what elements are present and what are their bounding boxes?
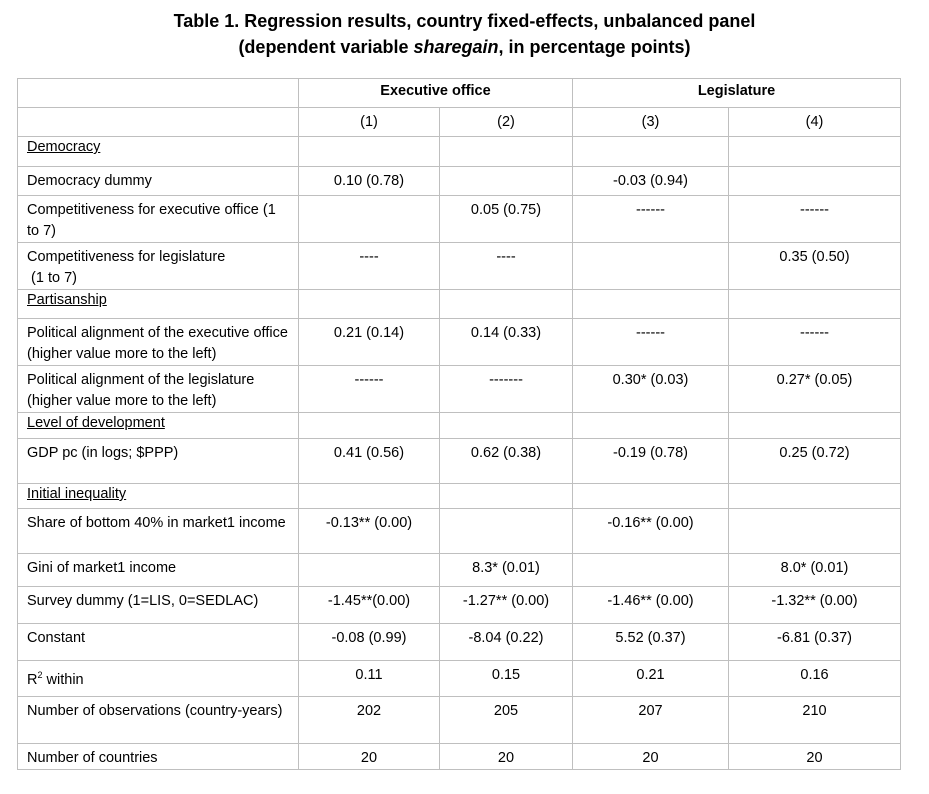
table-cell bbox=[440, 290, 573, 319]
table-cell: 0.14 (0.33) bbox=[440, 319, 573, 366]
table-cell: 0.15 bbox=[440, 661, 573, 697]
table-cell: 5.52 (0.37) bbox=[573, 624, 729, 661]
row-label: Constant bbox=[18, 624, 299, 661]
table-row bbox=[18, 554, 901, 587]
table-cell: 0.25 (0.72) bbox=[729, 439, 901, 484]
section-label-text: Level of development bbox=[27, 415, 165, 431]
column-header: (1) bbox=[299, 108, 440, 137]
table-row bbox=[18, 661, 901, 697]
table-cell: 20 bbox=[729, 744, 901, 770]
table-cell: -8.04 (0.22) bbox=[440, 624, 573, 661]
table-cell: -1.46** (0.00) bbox=[573, 587, 729, 624]
group-header-executive: Executive office bbox=[299, 79, 573, 108]
section-row bbox=[18, 413, 901, 439]
table-cell: 210 bbox=[729, 697, 901, 744]
table-cell bbox=[440, 167, 573, 196]
table-cell bbox=[299, 137, 440, 167]
table-cell: -1.45**(0.00) bbox=[299, 587, 440, 624]
table-row bbox=[18, 697, 901, 744]
row-label: Number of observations (country-years) bbox=[18, 697, 299, 744]
section-label-text: Initial inequality bbox=[27, 486, 127, 502]
section-row bbox=[18, 484, 901, 509]
table-cell: -0.16** (0.00) bbox=[573, 509, 729, 554]
table-row bbox=[18, 587, 901, 624]
table-row bbox=[18, 439, 901, 484]
table-cell: 20 bbox=[299, 744, 440, 770]
table-cell: ------ bbox=[573, 319, 729, 366]
row-label: Political alignment of the executive office (higher value more to the left) bbox=[18, 319, 299, 366]
column-header: (4) bbox=[729, 108, 901, 137]
section-label bbox=[18, 290, 299, 319]
section-label bbox=[18, 137, 299, 167]
table-cell: -0.08 (0.99) bbox=[299, 624, 440, 661]
table-cell: ------ bbox=[729, 196, 901, 243]
row-label: Gini of market1 income bbox=[18, 554, 299, 587]
row-label: Competitiveness for executive office (1 to 7) bbox=[18, 196, 299, 243]
table-row bbox=[18, 243, 901, 290]
regression-table bbox=[17, 78, 901, 770]
table-cell: -6.81 (0.37) bbox=[729, 624, 901, 661]
table-cell: 8.0* (0.01) bbox=[729, 554, 901, 587]
table-cell bbox=[440, 484, 573, 509]
table-row bbox=[18, 167, 901, 196]
table-cell: 0.11 bbox=[299, 661, 440, 697]
table-cell bbox=[729, 413, 901, 439]
column-header: (2) bbox=[440, 108, 573, 137]
empty-header-cell bbox=[18, 79, 299, 108]
row-label: Share of bottom 40% in market1 income bbox=[18, 509, 299, 554]
table-cell: 0.21 bbox=[573, 661, 729, 697]
table-title bbox=[0, 8, 929, 60]
table-row bbox=[18, 624, 901, 661]
table-cell: -0.19 (0.78) bbox=[573, 439, 729, 484]
table-cell: -0.03 (0.94) bbox=[573, 167, 729, 196]
section-label bbox=[18, 484, 299, 509]
table-cell: 0.10 (0.78) bbox=[299, 167, 440, 196]
table-cell bbox=[573, 413, 729, 439]
table-cell bbox=[573, 484, 729, 509]
table-cell: 0.30* (0.03) bbox=[573, 366, 729, 413]
table-cell: ---- bbox=[299, 243, 440, 290]
table-cell bbox=[299, 290, 440, 319]
table-cell: ---- bbox=[440, 243, 573, 290]
table-cell: 20 bbox=[440, 744, 573, 770]
title-line-2: (dependent variable sharegain, in percentage points) bbox=[238, 37, 691, 57]
row-label-text: R bbox=[27, 671, 38, 688]
section-row bbox=[18, 290, 901, 319]
row-label: Political alignment of the legislature (higher value more to the left) bbox=[18, 366, 299, 413]
group-header-legislature: Legislature bbox=[573, 79, 901, 108]
section-row bbox=[18, 137, 901, 167]
table-cell: 0.35 (0.50) bbox=[729, 243, 901, 290]
table-cell: 207 bbox=[573, 697, 729, 744]
section-label-text: Partisanship bbox=[27, 292, 107, 308]
row-label: GDP pc (in logs; $PPP) bbox=[18, 439, 299, 484]
table-cell bbox=[440, 137, 573, 167]
table-cell: 205 bbox=[440, 697, 573, 744]
row-label-superscript: 2 bbox=[37, 670, 43, 680]
table-cell: ------- bbox=[440, 366, 573, 413]
table-row bbox=[18, 366, 901, 413]
table-cell bbox=[573, 554, 729, 587]
table-cell bbox=[299, 554, 440, 587]
table-cell bbox=[299, 484, 440, 509]
table-cell: 0.27* (0.05) bbox=[729, 366, 901, 413]
table-row bbox=[18, 744, 901, 770]
table-cell: 0.41 (0.56) bbox=[299, 439, 440, 484]
row-label: Competitiveness for legislature (1 to 7) bbox=[18, 243, 299, 290]
table-cell: -1.27** (0.00) bbox=[440, 587, 573, 624]
title-line-1: Table 1. Regression results, country fixed-effects, unbalanced panel bbox=[173, 11, 756, 31]
table-cell: 0.05 (0.75) bbox=[440, 196, 573, 243]
row-label: Survey dummy (1=LIS, 0=SEDLAC) bbox=[18, 587, 299, 624]
table-cell bbox=[729, 167, 901, 196]
table-cell bbox=[729, 484, 901, 509]
row-label: Democracy dummy bbox=[18, 167, 299, 196]
table-cell bbox=[573, 137, 729, 167]
table-cell: 0.16 bbox=[729, 661, 901, 697]
table-cell: 0.21 (0.14) bbox=[299, 319, 440, 366]
table-cell: ------ bbox=[573, 196, 729, 243]
table-cell: ------ bbox=[729, 319, 901, 366]
table-cell bbox=[573, 243, 729, 290]
table-body bbox=[18, 137, 901, 770]
row-label: Number of countries bbox=[18, 744, 299, 770]
table-cell: 202 bbox=[299, 697, 440, 744]
column-number-row bbox=[18, 108, 901, 137]
empty-header-cell bbox=[18, 108, 299, 137]
table-row bbox=[18, 196, 901, 243]
table-cell bbox=[440, 413, 573, 439]
table-cell bbox=[729, 290, 901, 319]
group-header-row bbox=[18, 79, 901, 108]
section-label-text: Democracy bbox=[27, 139, 101, 155]
table-cell bbox=[299, 413, 440, 439]
table-cell bbox=[729, 137, 901, 167]
row-label bbox=[18, 661, 299, 697]
table-row bbox=[18, 509, 901, 554]
table-row bbox=[18, 319, 901, 366]
table-cell: 8.3* (0.01) bbox=[440, 554, 573, 587]
table-cell: ------ bbox=[299, 366, 440, 413]
table-cell: 20 bbox=[573, 744, 729, 770]
table-cell bbox=[440, 509, 573, 554]
table-cell bbox=[729, 509, 901, 554]
row-label-text: within bbox=[42, 671, 84, 688]
table-cell: -0.13** (0.00) bbox=[299, 509, 440, 554]
section-label bbox=[18, 413, 299, 439]
column-header: (3) bbox=[573, 108, 729, 137]
table-cell bbox=[299, 196, 440, 243]
table-cell: -1.32** (0.00) bbox=[729, 587, 901, 624]
table-cell: 0.62 (0.38) bbox=[440, 439, 573, 484]
table-cell bbox=[573, 290, 729, 319]
